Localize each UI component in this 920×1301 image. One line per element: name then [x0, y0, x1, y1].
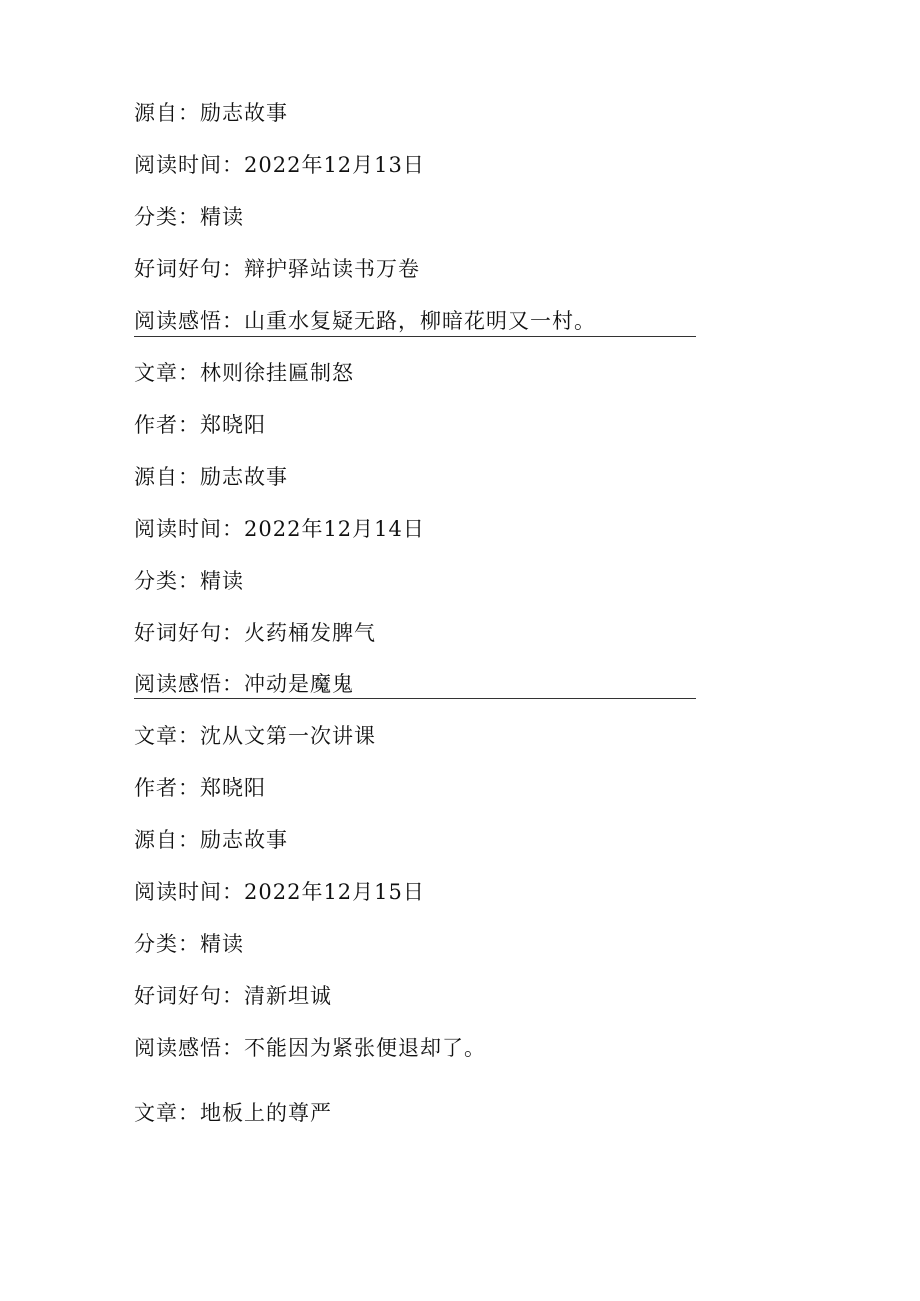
reflection-line: 阅读感悟：山重水复疑无路，柳暗花明又一村。 [134, 309, 596, 333]
article-title-line: 文章：林则徐挂匾制怒 [134, 361, 354, 385]
category-line: 分类：精读 [134, 205, 244, 229]
read-time-line: 阅读时间：2022年12月14日 [134, 517, 425, 541]
good-words-line: 好词好句：火药桶发脾气 [134, 621, 376, 645]
reflection-line: 阅读感悟：冲动是魔鬼 [134, 672, 354, 696]
good-words-line: 好词好句：辩护驿站读书万卷 [134, 257, 420, 281]
category-line: 分类：精读 [134, 932, 244, 956]
category-line: 分类：精读 [134, 569, 244, 593]
source-line: 源自：励志故事 [134, 465, 288, 489]
read-time-line: 阅读时间：2022年12月13日 [134, 153, 425, 177]
divider [134, 336, 696, 337]
author-line: 作者：郑晓阳 [134, 776, 266, 800]
author-line: 作者：郑晓阳 [134, 413, 266, 437]
good-words-line: 好词好句：清新坦诚 [134, 984, 332, 1008]
article-title-line: 文章：沈从文第一次讲课 [134, 724, 376, 748]
read-time-line: 阅读时间：2022年12月15日 [134, 880, 425, 904]
article-title-line: 文章：地板上的尊严 [134, 1101, 332, 1125]
reflection-line: 阅读感悟：不能因为紧张便退却了。 [134, 1036, 486, 1060]
source-line: 源自：励志故事 [134, 828, 288, 852]
source-line: 源自：励志故事 [134, 101, 288, 125]
divider [134, 698, 696, 699]
